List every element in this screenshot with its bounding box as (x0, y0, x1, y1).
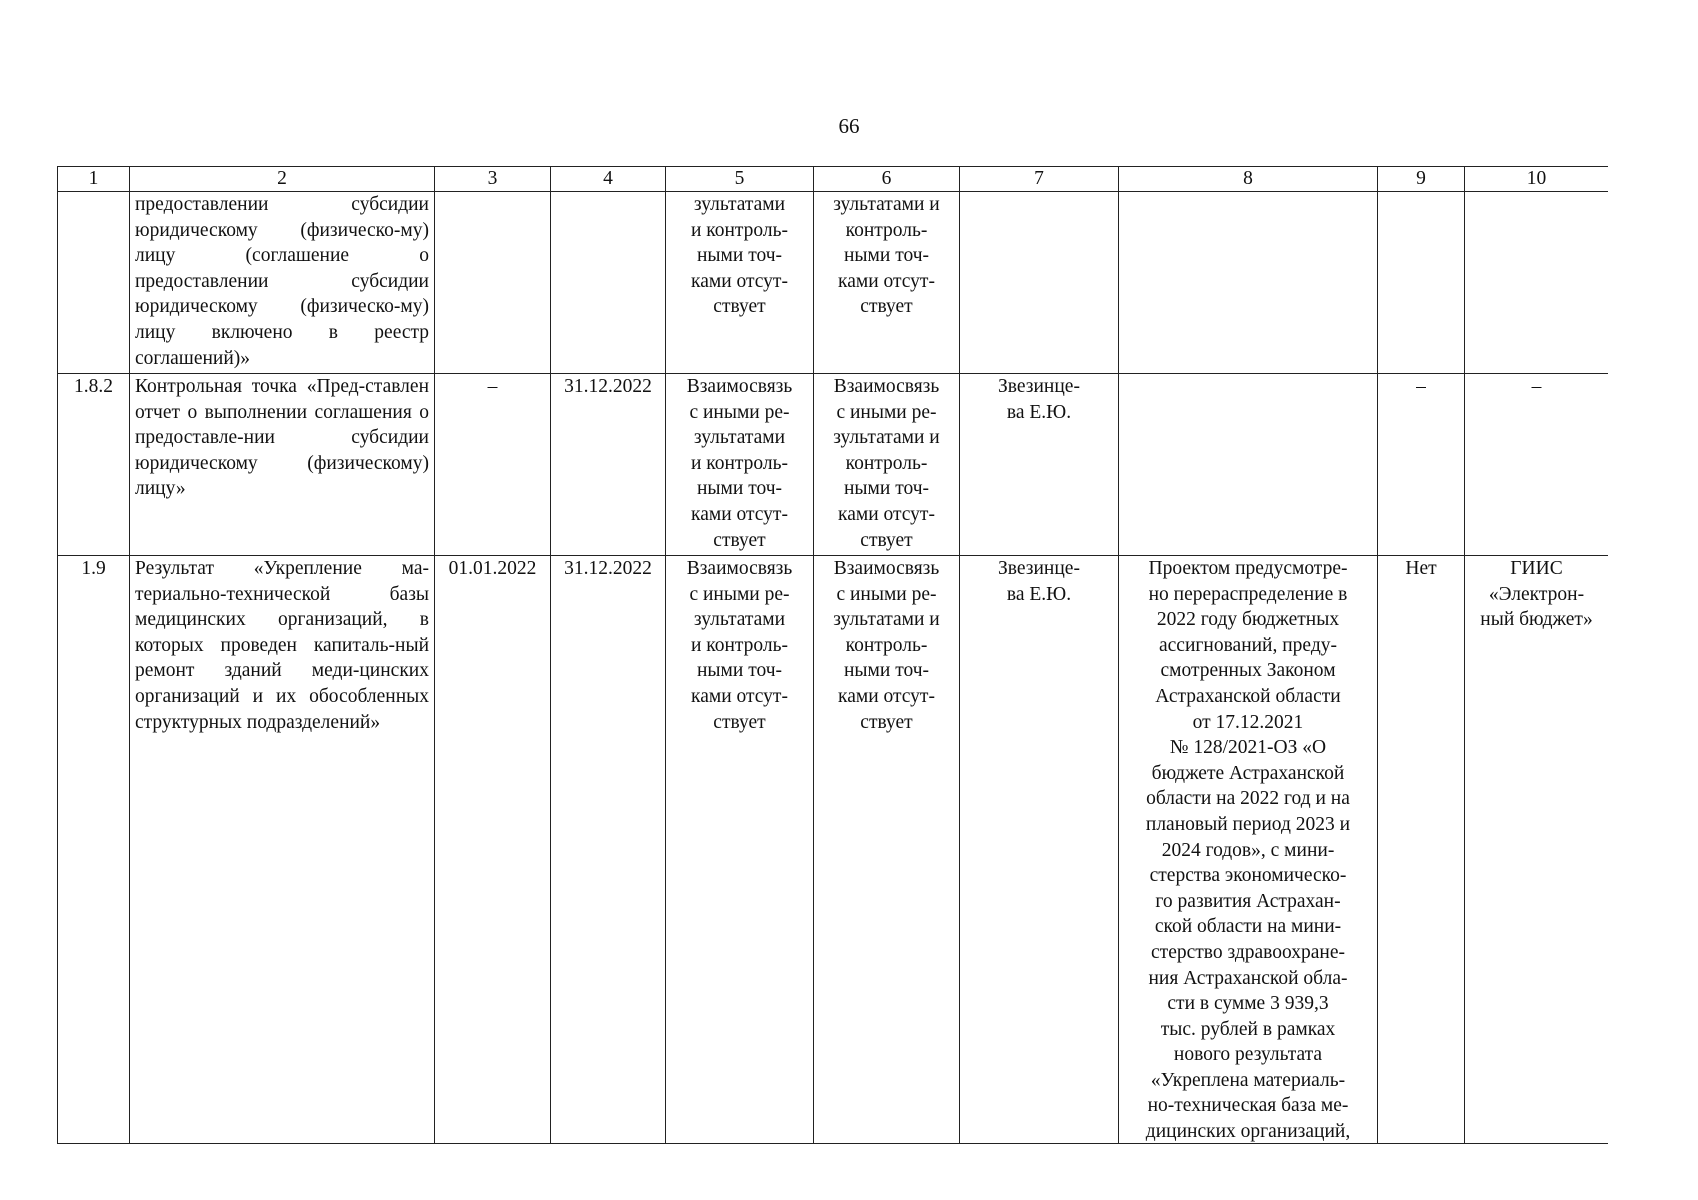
justification (1119, 192, 1378, 374)
responsible (960, 192, 1119, 374)
column-number: 2 (130, 167, 435, 192)
start-date: 01.01.2022 (435, 556, 551, 1145)
column-number: 4 (551, 167, 666, 192)
responsible: Звезинце- ва Е.Ю. (960, 556, 1119, 1145)
column-number: 10 (1465, 167, 1609, 192)
column-number: 1 (58, 167, 130, 192)
approval: – (1378, 374, 1465, 556)
link-points: Взаимосвязь с иными ре- зультатами и контроль- ными точ- ками отсут- ствует (814, 556, 960, 1145)
link-points: Взаимосвязь с иными ре- зультатами и контроль- ными точ- ками отсут- ствует (814, 374, 960, 556)
info-system: ГИИС «Электрон- ный бюджет» (1465, 556, 1609, 1145)
row-number: 1.9 (58, 556, 130, 1145)
end-date: 31.12.2022 (551, 374, 666, 556)
column-number: 8 (1119, 167, 1378, 192)
plan-table (57, 166, 1608, 1144)
column-number: 6 (814, 167, 960, 192)
approval (1378, 192, 1465, 374)
start-date: – (435, 374, 551, 556)
approval: Нет (1378, 556, 1465, 1145)
end-date (551, 192, 666, 374)
info-system (1465, 192, 1609, 374)
table-row (58, 192, 1609, 374)
link-results: Взаимосвязь с иными ре- зультатами и контроль- ными точ- ками отсут- ствует (666, 556, 814, 1145)
column-number: 7 (960, 167, 1119, 192)
row-number (58, 192, 130, 374)
plan-table-container (57, 166, 1608, 1144)
column-number-row (58, 167, 1609, 192)
row-name: Контрольная точка «Пред-​ставлен отчет о выполнении соглашения о предоставле-​нии субсидии юридическому (физическому) лицу» (130, 374, 435, 556)
column-number: 5 (666, 167, 814, 192)
justification: Проектом предусмотре- но перераспределение в 2022 году бюджетных ассигнований, преду- смотренных Законом Астраханской области от 17.12.2021 № 128/2021-ОЗ «О бюджете Астраханской области на 2022 год и на плановый период 2023 и 2024 годов», с мини- стерства экономическо- го развития Астрахан- ской области на мини- стерство здравоохране- ния Астраханской обла- сти в сумме 3 939,3 тыс. рублей в рамках нового результата «Укреплена материаль- но-техническая база ме- дицинских организаций, (1119, 556, 1378, 1145)
page-number: 66 (838, 114, 860, 138)
end-date: 31.12.2022 (551, 556, 666, 1145)
start-date (435, 192, 551, 374)
table-row (58, 556, 1609, 1145)
link-results: Взаимосвязь с иными ре- зультатами и контроль- ными точ- ками отсут- ствует (666, 374, 814, 556)
row-number: 1.8.2 (58, 374, 130, 556)
responsible: Звезинце- ва Е.Ю. (960, 374, 1119, 556)
column-number: 9 (1378, 167, 1465, 192)
justification (1119, 374, 1378, 556)
row-name: Результат «Укрепление ма-​териально-технической базы медицинских организаций, в которых проведен капиталь-​ный ремонт зданий меди-​цинских организаций и их обособленных структурных подразделений» (130, 556, 435, 1145)
row-name: предоставлении субсидии юридическому (физическо-​му) лицу (соглашение о предоставлении субсидии юридическому (физическо-​му) лицу включено в реестр соглашений)» (130, 192, 435, 374)
info-system: – (1465, 374, 1609, 556)
link-results: зультатами и контроль- ными точ- ками отсут- ствует (666, 192, 814, 374)
link-points: зультатами и контроль- ными точ- ками отсут- ствует (814, 192, 960, 374)
table-row (58, 374, 1609, 556)
column-number: 3 (435, 167, 551, 192)
